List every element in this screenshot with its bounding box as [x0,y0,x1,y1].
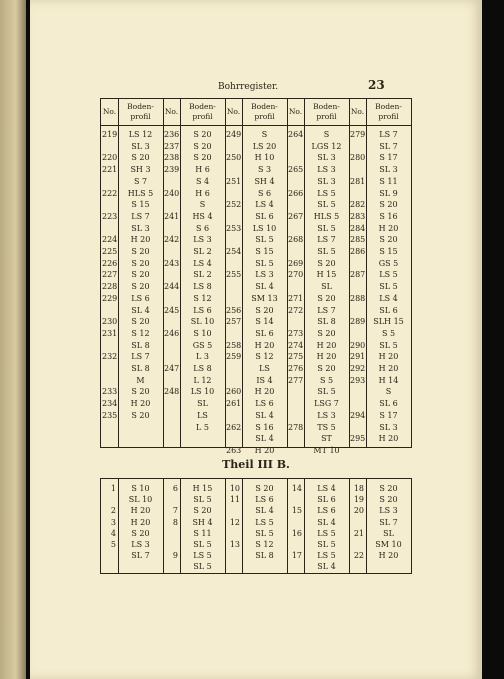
soil-profile: S 20 [379,200,398,210]
column-header-profile: Boden- profil [251,102,278,121]
bore-number: 281 [350,176,366,186]
soil-profile: S 20 [193,506,212,516]
bore-number: 4 [110,528,116,538]
bore-number: 7 [172,506,178,516]
soil-profile: SL 7 [379,517,398,527]
running-head: Bohrregister. [218,82,279,92]
bore-number: 243 [164,258,180,268]
soil-profile: S 20 [131,153,150,163]
soil-profile: S 20 [317,258,336,268]
bore-number: 238 [164,153,180,163]
soil-profile: HLS 5 [313,211,340,221]
bore-number: 241 [164,211,180,221]
soil-profile: SL 3 [317,176,336,186]
soil-profile: H 20 [254,445,275,455]
soil-profile: LGS 12 [311,141,342,151]
book-page [30,0,482,679]
bore-number: 239 [164,165,180,175]
bore-number: 226 [102,258,118,268]
soil-profile: LS 3 [379,506,398,516]
soil-profile: LS 6 [317,506,336,516]
soil-profile: LS 6 [193,305,212,315]
soil-profile: H 15 [192,484,213,493]
register-table-part-a [100,98,412,455]
soil-profile: LS 12 [128,130,153,139]
soil-profile: H 20 [130,235,151,245]
soil-profile: LS [259,364,270,373]
soil-profile: LS 3 [255,270,274,280]
soil-profile: S 15 [131,200,150,210]
soil-profile: H 20 [254,340,275,350]
bore-number: 233 [102,387,118,397]
soil-profile: SL 5 [255,235,274,245]
bore-number: 256 [226,305,242,315]
bore-number: 277 [288,375,304,385]
soil-profile: S 5 [319,375,334,385]
bore-number: 267 [288,211,304,221]
soil-profile: S 11 [379,176,398,186]
bore-number: 249 [226,130,242,139]
soil-profile: S 4 [195,176,210,186]
soil-profile: LS 4 [379,293,398,303]
soil-profile: S 20 [131,258,150,268]
soil-profile: SL 3 [131,141,150,151]
soil-profile: SL 10 [128,495,153,505]
soil-profile: SL 8 [131,340,150,350]
bore-number: 254 [226,247,242,256]
soil-profile: SL 6 [255,211,274,221]
bore-number: 290 [350,340,366,350]
bore-number: 263 [226,445,242,455]
soil-profile: S [199,200,206,210]
soil-profile: SL 4 [255,506,274,516]
soil-profile: LS 5 [317,188,336,198]
bore-number: 235 [102,410,118,420]
soil-profile: SL [383,528,394,538]
soil-profile: S 20 [193,153,212,163]
bore-number: 5 [110,540,116,549]
soil-profile: SL 5 [317,387,336,397]
soil-profile: M [136,375,145,385]
soil-profile: LS 3 [193,235,212,245]
soil-profile: LS 8 [193,282,212,292]
soil-profile: SM 13 [251,293,278,303]
soil-profile: S 20 [131,387,150,397]
soil-profile: TS 5 [317,422,336,432]
soil-profile: LS 5 [193,551,212,561]
bore-number: 12 [229,517,240,527]
soil-profile: S 17 [379,153,398,163]
soil-profile: S 14 [255,317,274,327]
soil-profile: S 20 [255,305,274,315]
column-header-no: No. [102,107,117,116]
soil-profile: S 20 [379,495,398,505]
soil-profile: H 20 [378,364,399,373]
soil-profile: H 20 [130,506,151,516]
soil-profile: LS [197,410,208,420]
soil-profile: S 10 [131,484,150,493]
soil-profile: S 3 [257,165,272,175]
bore-number: 3 [110,517,116,527]
soil-profile: S 16 [379,211,398,221]
bore-number: 280 [350,153,366,163]
header-rule [101,125,411,126]
soil-profile: H 20 [316,352,337,362]
soil-profile: H 20 [378,551,399,561]
bore-number: 16 [291,528,302,538]
soil-profile: SL 9 [379,188,398,198]
soil-profile: SL 5 [193,562,212,572]
soil-profile: S 17 [379,410,398,420]
soil-profile: S [385,387,392,397]
bore-number: 258 [226,340,242,350]
soil-profile: H 15 [316,270,337,280]
soil-profile: SL 3 [379,422,398,432]
soil-profile: S 20 [131,282,150,292]
soil-profile: S 12 [255,352,274,362]
register-table-part-b [100,478,412,574]
bore-number: 293 [350,375,366,385]
soil-profile: S 20 [317,328,336,338]
column-header-profile: Boden- profil [375,102,402,121]
soil-profile: H 10 [254,153,275,163]
soil-profile: GS 5 [192,340,213,350]
soil-profile: SL 7 [131,551,150,561]
bore-number: 291 [350,352,366,362]
bore-number: 271 [288,293,304,303]
soil-profile: SL 5 [317,200,336,210]
bore-number: 274 [288,340,304,350]
soil-profile: LS 7 [317,305,336,315]
soil-profile: S 20 [255,484,274,493]
soil-profile: LS 3 [317,410,336,420]
bore-number: 286 [350,247,366,256]
soil-profile: S 20 [317,293,336,303]
bore-number: 260 [226,387,242,397]
bore-number: 272 [288,305,304,315]
soil-profile: SL 4 [317,517,336,527]
soil-profile: LS 3 [317,165,336,175]
bore-number: 1 [110,484,116,493]
soil-profile: SL 3 [131,223,150,233]
bore-number: 236 [164,130,180,139]
bore-number: 252 [226,200,242,210]
bore-number: 251 [226,176,242,186]
bore-number: 15 [291,506,302,516]
soil-profile: LS 5 [379,270,398,280]
bore-number: 228 [102,282,118,292]
soil-profile: H 20 [130,517,151,527]
column-header-profile: Boden- profil [313,102,340,121]
bore-number: 219 [102,130,118,139]
bore-number: 262 [226,422,242,432]
soil-profile: S 6 [257,188,272,198]
bore-number: 273 [288,328,304,338]
soil-profile: S 5 [381,328,396,338]
soil-profile: L 5 [196,422,209,432]
soil-profile: SL 4 [255,282,274,292]
soil-profile: SL 2 [193,270,212,280]
bore-number: 17 [291,551,302,561]
soil-profile: SH 4 [254,176,275,186]
bore-number: 266 [288,188,304,198]
soil-profile: H 20 [254,387,275,397]
soil-profile: LSG 7 [314,399,339,409]
soil-profile: SM 10 [375,540,402,549]
bore-number: 269 [288,258,304,268]
soil-profile: S 12 [255,540,274,549]
soil-profile: SH 4 [192,517,213,527]
soil-profile: SL 3 [379,165,398,175]
bore-number: 264 [288,130,304,139]
soil-profile: IS 4 [256,375,273,385]
soil-profile: L 12 [193,375,212,385]
soil-profile: LS 10 [252,223,277,233]
bore-number: 292 [350,364,366,373]
soil-profile: LS 7 [317,235,336,245]
soil-profile: SL 8 [317,317,336,327]
bore-number: 289 [350,317,366,327]
soil-profile: H 20 [378,352,399,362]
soil-profile: SL 4 [317,562,336,572]
bore-number: 221 [102,165,118,175]
soil-profile: S 12 [131,328,150,338]
soil-profile: SL 5 [317,223,336,233]
soil-profile: H 20 [378,434,399,444]
facing-page-edge [0,0,26,679]
soil-profile: S 20 [379,235,398,245]
soil-profile: LS 6 [131,293,150,303]
soil-profile: LS 8 [193,364,212,373]
soil-profile: SL [197,399,208,409]
soil-profile: S 7 [133,176,148,186]
bore-number: 232 [102,352,118,362]
bore-number: 225 [102,247,118,256]
soil-profile: LS 4 [317,484,336,493]
bore-number: 20 [353,506,364,516]
column-header-no: No. [164,107,179,116]
soil-profile: HS 4 [192,211,213,221]
soil-profile: GS 5 [378,258,399,268]
bore-number: 255 [226,270,242,280]
soil-profile: LS 3 [131,540,150,549]
bore-number: 295 [350,434,366,444]
soil-profile: SL 8 [255,551,274,561]
soil-profile: ST [321,434,332,444]
soil-profile: SL 4 [255,434,274,444]
soil-profile: S 16 [255,422,274,432]
bore-number: 276 [288,364,304,373]
soil-profile: SL 4 [131,305,150,315]
soil-profile: SL 7 [379,141,398,151]
bore-number: 278 [288,422,304,432]
soil-profile: LS 5 [317,551,336,561]
column-header-profile: Boden- profil [127,102,154,121]
soil-profile: S 11 [193,528,212,538]
bore-number: 222 [102,188,118,198]
bore-number: 250 [226,153,242,163]
bore-number: 14 [291,484,302,493]
soil-profile: L 3 [196,352,209,362]
bore-number: 259 [226,352,242,362]
soil-profile: SL 8 [131,364,150,373]
bore-number: 220 [102,153,118,163]
soil-profile: MT 10 [313,445,340,455]
soil-profile: SL 6 [379,305,398,315]
bore-number: 240 [164,188,180,198]
soil-profile: S 20 [131,410,150,420]
soil-profile: LS 4 [193,258,212,268]
bore-number: 8 [172,517,178,527]
soil-profile: SL 10 [190,317,215,327]
soil-profile: SL [321,282,332,292]
soil-profile: SL 3 [317,153,336,163]
bore-number: 9 [172,551,178,561]
soil-profile: H 20 [378,223,399,233]
bore-number: 247 [164,364,180,373]
soil-profile: S 20 [379,484,398,493]
soil-profile: LS 5 [317,528,336,538]
soil-profile: S 20 [193,130,212,139]
soil-profile: LS 6 [255,399,274,409]
bore-number: 19 [353,495,364,505]
soil-profile: SL 5 [379,340,398,350]
soil-profile: SL 6 [379,399,398,409]
soil-profile: S 20 [131,247,150,256]
bore-number: 223 [102,211,118,221]
soil-profile: H 20 [316,340,337,350]
soil-profile: SL 2 [193,247,212,256]
soil-profile: S 15 [379,247,398,256]
soil-profile: LS 7 [131,352,150,362]
soil-profile: LS 7 [131,211,150,221]
soil-profile: S 20 [131,317,150,327]
soil-profile: S 20 [317,364,336,373]
bore-number: 257 [226,317,242,327]
soil-profile: S 20 [131,270,150,280]
bore-number: 22 [353,551,364,561]
bore-number: 284 [350,223,366,233]
soil-profile: S [261,130,268,139]
bore-number: 244 [164,282,180,292]
bore-number: 242 [164,235,180,245]
bore-number: 6 [172,484,178,493]
soil-profile: SH 3 [130,165,151,175]
soil-profile: H 14 [378,375,399,385]
column-header-no: No. [350,107,365,116]
bore-number: 21 [353,528,364,538]
bore-number: 13 [229,540,240,549]
soil-profile: LS 7 [379,130,398,139]
bore-number: 230 [102,317,118,327]
soil-profile: SL 5 [379,282,398,292]
soil-profile: S 15 [255,247,274,256]
soil-profile: SL 6 [317,495,336,505]
soil-profile: LS 20 [252,141,277,151]
bore-number: 285 [350,235,366,245]
bore-number: 10 [229,484,240,493]
bore-number: 237 [164,141,180,151]
bore-number: 268 [288,235,304,245]
soil-profile: SL 5 [317,540,336,549]
bore-number: 282 [350,200,366,210]
bore-number: 265 [288,165,304,175]
soil-profile: H 20 [130,399,151,409]
bore-number: 231 [102,328,118,338]
bore-number: 11 [229,495,240,505]
soil-profile: SL 4 [255,410,274,420]
column-header-profile: Boden- profil [189,102,216,121]
column-header-no: No. [288,107,303,116]
bore-number: 283 [350,211,366,221]
soil-profile: LS 5 [255,517,274,527]
soil-profile: SL 5 [193,495,212,505]
bore-number: 279 [350,130,366,139]
column-header-no: No. [226,107,241,116]
soil-profile: S 12 [193,293,212,303]
bore-number: 253 [226,223,242,233]
bore-number: 246 [164,328,180,338]
soil-profile: S 6 [195,223,210,233]
soil-profile: SLH 15 [373,317,404,327]
section-heading: Theil III B. [222,458,290,471]
soil-profile: HLS 5 [127,188,154,198]
bore-number: 294 [350,410,366,420]
soil-profile: SL 5 [317,247,336,256]
soil-profile: H 6 [195,165,210,175]
soil-profile: LS 10 [190,387,215,397]
soil-profile: SL 5 [255,258,274,268]
soil-profile: SL 5 [193,540,212,549]
bore-number: 224 [102,235,118,245]
bore-number: 18 [353,484,364,493]
bore-number: 248 [164,387,180,397]
soil-profile: S 20 [131,528,150,538]
bore-number: 245 [164,305,180,315]
soil-profile: LS 4 [255,200,274,210]
bore-number: 275 [288,352,304,362]
soil-profile: LS 6 [255,495,274,505]
soil-profile: SL 6 [255,328,274,338]
bore-number: 227 [102,270,118,280]
bore-number: 234 [102,399,118,409]
soil-profile: S [323,130,330,139]
soil-profile: S 20 [193,141,212,151]
bore-number: 261 [226,399,242,409]
bore-number: 270 [288,270,304,280]
soil-profile: SL 5 [255,528,274,538]
bore-number: 2 [110,506,116,516]
bore-number: 229 [102,293,118,303]
bore-number: 287 [350,270,366,280]
soil-profile: S 10 [193,328,212,338]
page-number: 23 [368,78,385,92]
bore-number: 288 [350,293,366,303]
soil-profile: H 6 [195,188,210,198]
